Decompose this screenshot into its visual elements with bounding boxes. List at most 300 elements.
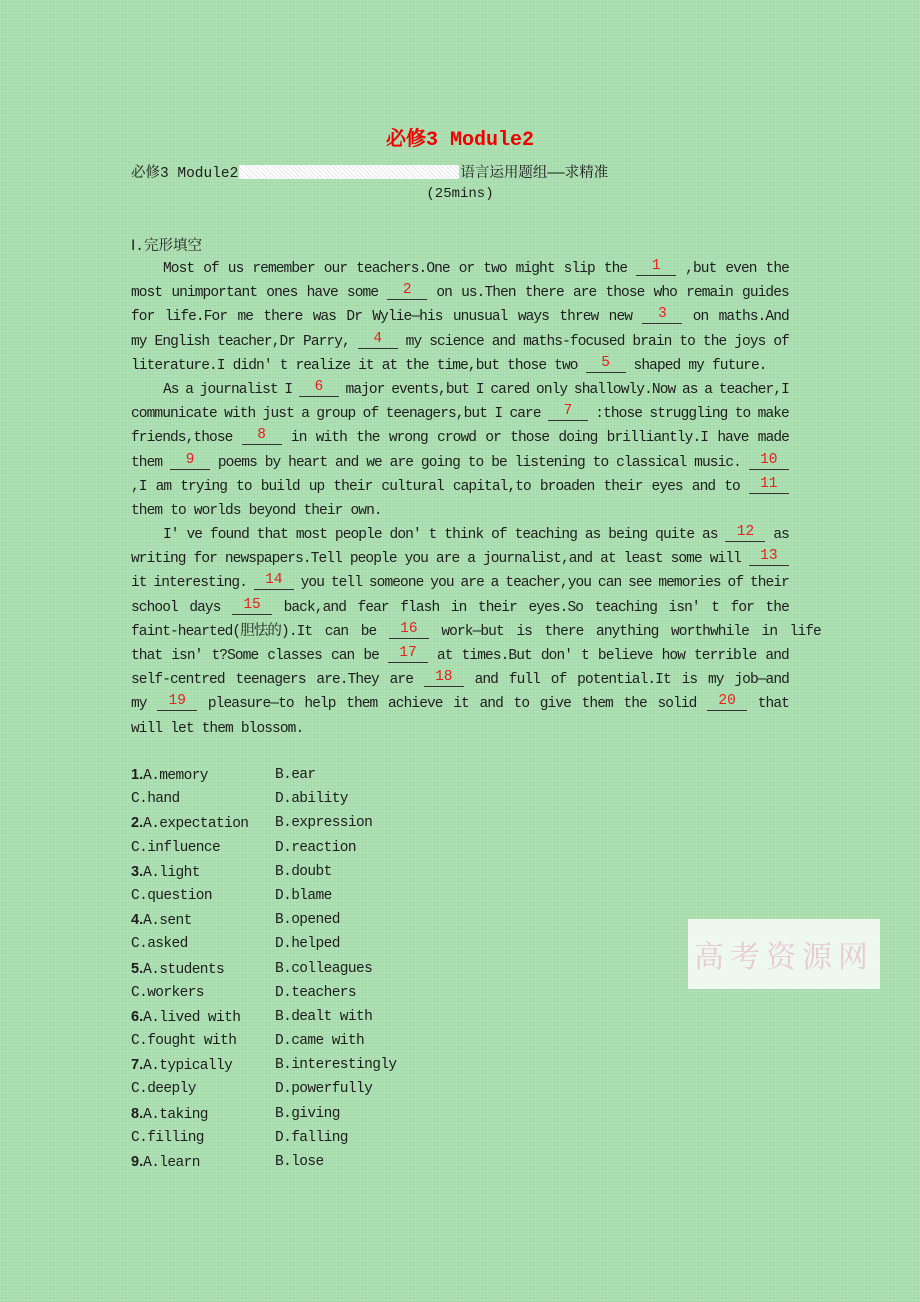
option-a[interactable]: 4.A.sent — [131, 912, 192, 930]
passage-word: give — [539, 696, 571, 713]
passage-word: time,but — [436, 357, 500, 374]
passage-word: let — [170, 720, 194, 737]
passage-word: think — [444, 527, 484, 544]
option-b[interactable]: B.ear — [275, 767, 316, 783]
passage-word: or — [485, 430, 501, 447]
question-number: 3. — [131, 863, 144, 880]
passage-word: we — [366, 454, 382, 471]
passage-word: Wylie—his — [372, 309, 443, 326]
blank-12[interactable]: 12 — [725, 523, 765, 542]
blank-17[interactable]: 17 — [388, 644, 428, 663]
passage-word: them — [131, 502, 163, 519]
passage-word: ,I — [131, 478, 147, 495]
passage-word: the — [603, 261, 628, 277]
option-b[interactable]: B.dealt with — [275, 1008, 373, 1025]
passage-word: t — [428, 527, 437, 544]
passage-word: going — [420, 454, 460, 471]
option-c[interactable]: C.workers — [131, 984, 204, 1001]
blank-18[interactable]: 18 — [424, 668, 464, 687]
passage-word: are — [389, 454, 414, 471]
passage-line — [131, 668, 789, 692]
passage-line — [131, 475, 789, 499]
passage-word: maths.And — [718, 309, 789, 326]
passage-word: to — [236, 478, 252, 495]
question-7-row-cd — [131, 1077, 397, 1101]
passage-word: of — [362, 406, 379, 423]
option-c[interactable]: C.deeply — [131, 1081, 196, 1098]
passage-word: you — [404, 551, 428, 568]
passage-word: guides — [742, 285, 789, 302]
passage-line — [131, 281, 789, 305]
passage-word: most — [295, 527, 328, 544]
passage-word: up — [308, 478, 325, 495]
question-6-row-ab — [131, 1005, 397, 1029]
passage-line — [131, 547, 789, 571]
blank-8[interactable]: 8 — [242, 426, 282, 445]
option-b[interactable]: B.giving — [275, 1105, 340, 1122]
passage-word: achieve — [388, 696, 443, 713]
passage-word: for — [730, 599, 754, 616]
passage-word: terrible — [693, 648, 757, 664]
passage-line — [131, 499, 789, 523]
passage-word: in — [761, 623, 778, 640]
passage-word: t?Some — [211, 648, 259, 664]
option-d[interactable]: D.teachers — [275, 984, 357, 1001]
question-1-row-cd — [131, 787, 397, 811]
option-a[interactable]: 5.A.students — [131, 960, 225, 978]
answer-options — [131, 763, 397, 1174]
passage-word: teaching — [514, 527, 577, 544]
passage-word: teacher,Dr — [217, 333, 296, 350]
passage-word: my — [707, 672, 724, 689]
passage-word: classes — [267, 648, 322, 664]
passage-word: as — [681, 381, 698, 398]
passage-word: life.For — [164, 309, 228, 326]
option-d[interactable]: D.falling — [275, 1129, 348, 1146]
passage-word: worlds — [193, 502, 241, 519]
question-8-row-ab — [131, 1102, 397, 1126]
passage-word: and — [691, 478, 716, 495]
blank-15[interactable]: 15 — [232, 596, 272, 615]
passage-line — [131, 305, 789, 329]
passage-word: am — [155, 478, 172, 495]
passage-word: to — [724, 478, 740, 495]
passage-word: two — [483, 261, 507, 277]
question-9-row-ab — [131, 1150, 397, 1174]
passage-word: their — [333, 478, 373, 495]
passage-word: at — [600, 551, 616, 568]
passage-word: English — [154, 333, 210, 350]
option-d[interactable]: D.reaction — [275, 839, 357, 856]
passage-word: a — [490, 575, 499, 592]
passage-word: brain — [632, 333, 672, 350]
passage-line — [131, 523, 789, 547]
question-3-row-cd — [131, 884, 397, 908]
blank-16[interactable]: 16 — [389, 620, 429, 639]
blank-14[interactable]: 14 — [254, 571, 294, 590]
option-a[interactable]: 6.A.lived with — [131, 1008, 241, 1026]
passage-word: you — [430, 575, 454, 592]
passage-word: can — [597, 575, 622, 592]
passage-word: our — [323, 261, 348, 277]
passage-word: faint-hearted(胆怯的).It — [131, 623, 313, 640]
passage-word: Most — [163, 261, 195, 277]
passage-word: us.Then — [461, 285, 516, 302]
passage-word: back,and — [283, 599, 346, 616]
passage-word: to — [170, 502, 186, 519]
passage-word: school — [131, 599, 178, 616]
passage-word: might — [515, 261, 555, 277]
passage-word: me — [237, 309, 254, 326]
passage-word: t — [711, 599, 720, 616]
passage-word: are — [389, 672, 414, 689]
blank-13[interactable]: 13 — [749, 547, 789, 566]
blank-7[interactable]: 7 — [548, 402, 588, 421]
passage-word: major — [345, 381, 385, 398]
subtitle-prefix: 必修3 Module2 — [131, 166, 239, 182]
passage-word: maths-focused — [523, 333, 625, 350]
passage-word: solid — [657, 696, 697, 713]
question-number: 4. — [131, 912, 144, 929]
passage-word: fear — [357, 599, 389, 616]
question-2-row-cd — [131, 836, 397, 860]
passage-word: new — [608, 309, 633, 326]
passage-word: it — [131, 575, 147, 592]
question-1-row-ab — [131, 763, 397, 787]
passage-word: joys — [734, 333, 766, 350]
passage-word: anything — [596, 623, 659, 640]
question-number: 5. — [131, 960, 144, 977]
question-5-row-cd — [131, 981, 397, 1005]
passage-word: see — [628, 575, 652, 592]
passage-word: unusual — [452, 309, 508, 326]
blank-3[interactable]: 3 — [642, 305, 682, 324]
passage-word: of — [727, 575, 744, 592]
question-7-row-ab — [131, 1053, 397, 1077]
passage-word: writing — [131, 551, 186, 568]
passage-word: believe — [597, 648, 653, 664]
passage-word: blossom. — [240, 720, 304, 737]
passage-word: us — [227, 261, 244, 277]
passage-word: science — [429, 333, 484, 350]
passage-word: will — [131, 720, 163, 737]
question-4-row-ab — [131, 908, 397, 932]
passage-word: ,but — [685, 261, 717, 277]
passage-word: memories — [658, 575, 721, 592]
passage-word: those — [507, 357, 547, 374]
passage-word: realize — [295, 357, 351, 374]
question-number: 9. — [131, 1154, 144, 1170]
passage-word: Dr — [346, 309, 363, 326]
passage-word: to — [679, 333, 695, 350]
passage-word: that — [131, 648, 163, 664]
passage-word: days — [189, 599, 221, 616]
watermark: 高考资源网 — [688, 919, 880, 989]
blank-2[interactable]: 2 — [387, 281, 427, 300]
passage-line — [131, 378, 789, 402]
passage-word: capital,to — [452, 478, 531, 495]
option-c[interactable]: C.hand — [131, 791, 180, 808]
option-b[interactable]: B.lose — [275, 1154, 324, 1170]
passage-word: being — [608, 527, 648, 544]
passage-word: just — [262, 406, 294, 423]
passage-word: cared — [490, 381, 530, 398]
passage-word: was — [312, 309, 337, 326]
redacted-bar — [239, 165, 459, 179]
passage-word: of — [773, 333, 789, 350]
option-b[interactable]: B.doubt — [275, 863, 332, 880]
blank-9[interactable]: 9 — [170, 451, 210, 470]
passage-word: the — [405, 357, 429, 374]
option-a[interactable]: 3.A.light — [131, 863, 200, 881]
passage-word: interesting. — [153, 575, 248, 592]
passage-word: make — [757, 406, 789, 423]
passage-word: there — [263, 309, 303, 326]
passage-word: it — [358, 357, 374, 374]
passage-word: eyes — [651, 478, 683, 495]
passage-word: is — [681, 672, 698, 689]
passage-word: you — [300, 575, 325, 592]
passage-word: a — [301, 406, 310, 423]
passage-word: are.They — [316, 672, 379, 689]
passage-word: future. — [711, 357, 767, 374]
passage-word: some — [670, 551, 702, 568]
passage-word: in — [450, 599, 467, 616]
passage-word: to — [592, 454, 609, 471]
page-title: 必修3 Module2 — [385, 129, 535, 152]
passage-word: their — [477, 599, 517, 616]
passage-word: of — [491, 527, 507, 544]
option-a[interactable]: 7.A.typically — [131, 1057, 233, 1075]
passage-word: heart — [288, 454, 328, 471]
passage-word: :those — [595, 406, 643, 423]
passage-word: job—and — [734, 672, 789, 689]
question-8-row-cd — [131, 1126, 397, 1150]
option-b[interactable]: B.opened — [275, 912, 340, 929]
option-c[interactable]: C.influence — [131, 839, 221, 856]
passage-word: made — [757, 430, 789, 447]
passage-line — [131, 426, 789, 450]
passage-word: the — [356, 430, 380, 447]
blank-6[interactable]: 6 — [299, 378, 339, 397]
passage-word: life — [789, 623, 821, 640]
subtitle — [131, 161, 608, 182]
passage-line — [131, 402, 789, 426]
question-number: 8. — [131, 1105, 144, 1122]
passage-word: those — [510, 430, 550, 447]
passage-word: t — [279, 357, 288, 374]
passage-word: to — [734, 406, 751, 423]
passage-word: them — [346, 696, 378, 713]
option-c[interactable]: C.filling — [131, 1129, 204, 1146]
passage-word: them — [131, 454, 163, 471]
passage-word: I' — [163, 527, 179, 544]
blank-11[interactable]: 11 — [749, 475, 789, 494]
passage-word: people — [349, 551, 397, 568]
blank-5[interactable]: 5 — [586, 354, 626, 373]
option-a[interactable]: 1.A.memory — [131, 767, 208, 784]
question-number: 1. — [131, 767, 144, 783]
passage-word: as — [773, 527, 789, 544]
passage-word: help — [304, 696, 336, 713]
passage-word: listening — [514, 454, 585, 471]
passage-word: some — [346, 285, 379, 302]
question-4-row-cd — [131, 932, 397, 956]
passage-word: as — [702, 527, 718, 544]
passage-word: and — [474, 672, 498, 689]
passage-word: times.But — [461, 648, 532, 664]
passage-word: a — [467, 551, 476, 568]
passage-word: build — [260, 478, 300, 495]
passage-word: can — [324, 623, 349, 640]
passage-word: threw — [559, 309, 599, 326]
passage-word: newspapers.Tell — [224, 551, 342, 568]
option-d[interactable]: D.powerfully — [275, 1081, 373, 1098]
option-d[interactable]: D.ability — [275, 791, 348, 808]
passage-word: don' — [540, 648, 573, 664]
passage-word: full — [508, 672, 540, 689]
option-b[interactable]: B.interestingly — [275, 1057, 397, 1074]
passage-word: my — [688, 357, 704, 374]
blank-20[interactable]: 20 — [707, 692, 747, 711]
passage-word: isn' — [668, 599, 700, 616]
passage-line — [131, 451, 789, 475]
passage-word: trying — [180, 478, 228, 495]
blank-19[interactable]: 19 — [157, 692, 197, 711]
passage-word: I — [494, 406, 503, 423]
passage-word: as — [584, 527, 601, 544]
passage-word: I — [284, 381, 293, 398]
passage-word: of — [203, 261, 219, 277]
passage-word: with — [315, 430, 347, 447]
option-b[interactable]: B.colleagues — [275, 960, 373, 977]
passage-word: ones — [266, 285, 298, 302]
passage-word: brilliantly.I — [606, 430, 709, 447]
passage-word: teenagers — [235, 672, 306, 689]
passage-word: broaden — [539, 478, 595, 495]
passage-line — [131, 354, 789, 378]
passage-word: them — [201, 720, 233, 737]
passage-word: remain — [686, 285, 733, 302]
passage-word: the — [765, 261, 789, 277]
passage-word: with — [224, 406, 256, 423]
passage-line — [131, 644, 789, 668]
passage-word: doing — [558, 430, 598, 447]
passage-word: shaped — [633, 357, 681, 374]
passage-word: how — [661, 648, 685, 664]
question-5-row-ab — [131, 957, 397, 981]
passage-word: are — [460, 575, 484, 592]
passage-word: teachers.One — [356, 261, 450, 277]
passage-word: my — [405, 333, 422, 350]
option-a[interactable]: 2.A.expectation — [131, 815, 249, 833]
option-c[interactable]: C.fought with — [131, 1033, 237, 1050]
passage-word: isn' — [171, 648, 203, 664]
blank-10[interactable]: 10 — [749, 451, 789, 470]
passage-word: cultural — [381, 478, 444, 495]
option-d[interactable]: D.blame — [275, 887, 332, 904]
passage-line — [131, 620, 821, 644]
passage-word: music. — [694, 454, 741, 471]
passage-word: ways — [517, 309, 550, 326]
passage-word: found — [209, 527, 249, 544]
passage-word: have — [717, 430, 749, 447]
passage-word: it — [453, 696, 469, 713]
passage-word: Parry, — [303, 333, 350, 350]
passage-word: have — [306, 285, 338, 302]
passage-word: who — [653, 285, 677, 302]
question-2-row-ab — [131, 811, 397, 835]
passage-word: their — [749, 575, 789, 592]
passage-word: pleasure—to — [207, 696, 294, 713]
passage-line — [131, 330, 789, 354]
passage-word: my — [131, 333, 147, 350]
passage-word: are — [572, 285, 597, 302]
passage-word: eyes.So — [528, 599, 584, 616]
passage-line — [131, 571, 789, 595]
passage-word: two — [554, 357, 578, 374]
passage-word: events,but — [391, 381, 470, 398]
time-limit: (25mins) — [426, 186, 494, 202]
passage-word: even — [725, 261, 757, 277]
option-d[interactable]: D.came with — [275, 1033, 365, 1050]
passage-word: communicate — [131, 406, 217, 423]
passage-word: wrong — [388, 430, 428, 447]
passage-word: to — [467, 454, 484, 471]
passage-line — [131, 692, 789, 716]
section-heading: Ⅰ.完形填空 — [131, 239, 202, 255]
passage-word: is — [516, 623, 532, 640]
blank-1[interactable]: 1 — [636, 257, 676, 276]
passage-word: their — [303, 502, 343, 519]
passage-word: at — [381, 357, 398, 374]
passage-word: beyond — [248, 502, 296, 519]
option-b[interactable]: B.expression — [275, 815, 373, 832]
passage-word: slip — [563, 261, 595, 277]
passage-word: teaching — [594, 599, 657, 616]
passage-word: can — [330, 648, 355, 664]
passage-word: remember — [252, 261, 315, 277]
passage-word: that — [757, 696, 789, 713]
passage-word: literature.I — [131, 357, 225, 374]
blank-4[interactable]: 4 — [358, 330, 398, 349]
passage-word: classical — [616, 454, 687, 471]
passage-word: teenagers,but — [385, 406, 487, 423]
passage-word: crowd — [437, 430, 477, 447]
option-a[interactable]: 8.A.taking — [131, 1105, 208, 1123]
passage-word: t — [581, 648, 589, 664]
passage-word: potential.It — [577, 672, 671, 689]
passage-word: teacher,you — [505, 575, 592, 592]
passage-word: and — [765, 648, 789, 664]
passage-word: unimportant — [171, 285, 258, 302]
passage-word: on — [436, 285, 452, 302]
passage-word: I — [475, 381, 484, 398]
option-d[interactable]: D.helped — [275, 936, 340, 953]
passage-word: to — [513, 696, 530, 713]
option-c[interactable]: C.question — [131, 887, 213, 904]
question-number: 2. — [131, 815, 144, 832]
passage-word: own. — [350, 502, 382, 519]
option-a[interactable]: 9.A.learn — [131, 1154, 200, 1171]
cloze-passage — [131, 257, 821, 741]
option-c[interactable]: C.asked — [131, 936, 188, 953]
passage-word: journalist,and — [482, 551, 593, 568]
passage-word: their — [603, 478, 643, 495]
passage-word: that — [256, 527, 288, 544]
question-3-row-ab — [131, 860, 397, 884]
question-6-row-cd — [131, 1029, 397, 1053]
